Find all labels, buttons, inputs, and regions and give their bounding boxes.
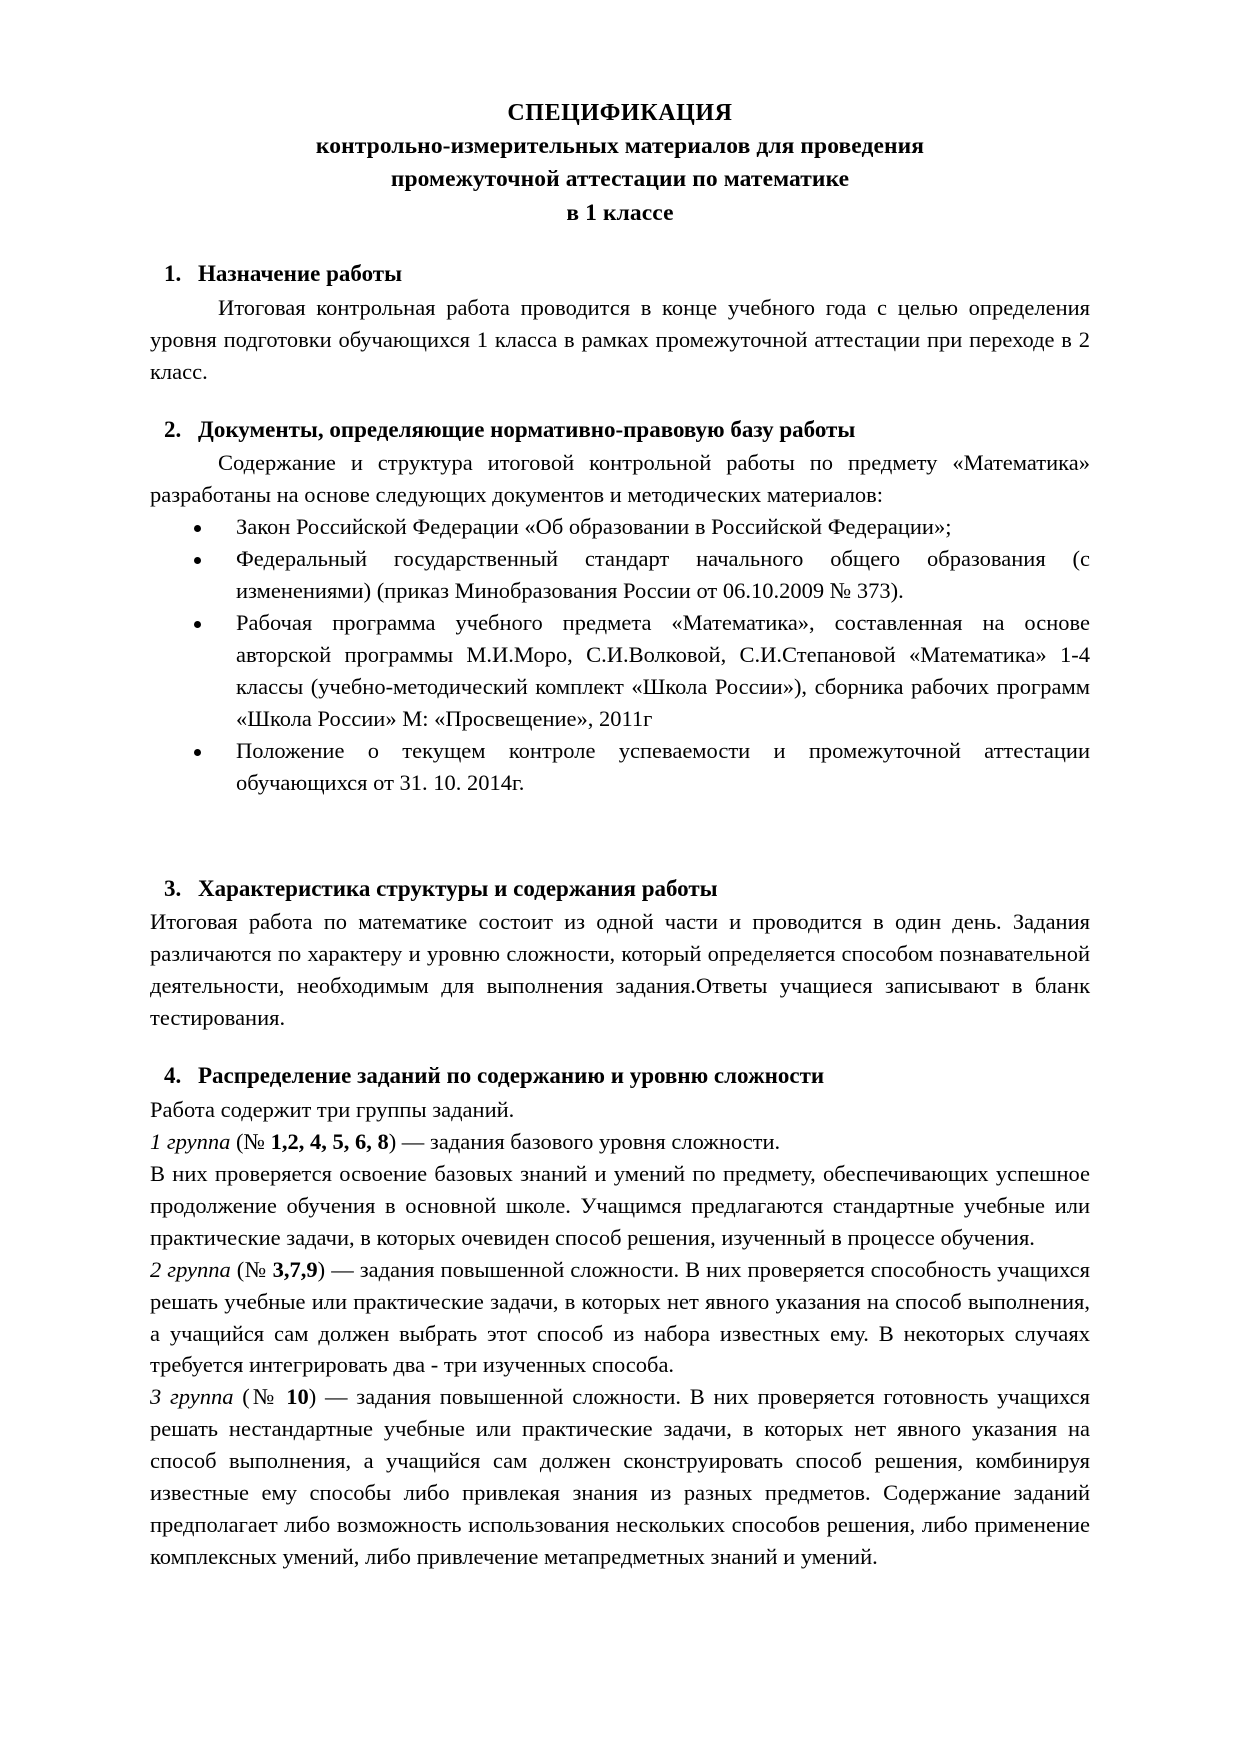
section-heading-1 — [150, 258, 1090, 290]
bullet-dot-icon — [194, 749, 201, 756]
section-title-3: Характеристика структуры и содержания работы — [198, 875, 718, 901]
title-line-1: СПЕЦИФИКАЦИЯ — [507, 100, 733, 126]
section-heading-4 — [150, 1060, 1090, 1092]
section-number-4: 4. — [164, 1063, 182, 1089]
title-line-2: контрольно-измерительных материалов для проведения — [315, 133, 925, 160]
group-1-close: ) — задания базового уровня сложности. — [388, 1128, 781, 1154]
section-title-1: Назначение работы — [198, 261, 403, 287]
group-3-open: (№ — [233, 1384, 287, 1410]
group-3-line — [150, 1381, 1090, 1573]
section-1-paragraph: Итоговая контрольная работа проводится в конце учебного года с целью определения уровня подготовки обучающихся 1 класса в рамках промежуточной аттестации при переходе в 2 класс. — [150, 294, 1090, 384]
group-2-line — [150, 1254, 1090, 1382]
title-line-3: промежуточной аттестации по математике — [390, 166, 850, 193]
group-3-label: 3 группа — [150, 1384, 234, 1410]
document-body — [150, 96, 1090, 1573]
list-item — [170, 735, 1090, 799]
list-item — [170, 511, 1090, 543]
group-2-label: 2 группа — [150, 1256, 231, 1282]
list-item-text: Положение о текущем контроле успеваемости и промежуточной аттестации обучающихся от 31. 10. 2014г. — [236, 737, 1090, 795]
bullet-dot-icon — [194, 525, 201, 532]
group-1-numbers: 1,2, 4, 5, 6, 8 — [270, 1128, 389, 1154]
title-line-4: в 1 классе — [566, 199, 674, 226]
documents-bullet-list — [150, 511, 1090, 798]
group-2-numbers: 3,7,9 — [272, 1256, 318, 1282]
section-number-1: 1. — [164, 261, 182, 287]
document-title-block — [150, 96, 1090, 230]
list-item-text: Рабочая программа учебного предмета «Математика», составленная на основе авторской программы М.И.Моро, С.И.Волковой, С.И.Степановой «Математика» 1-4 классы (учебно-методический комплект «Школа России»), сборника рабочих программ «Школа России» М: «Просвещение», 2011г — [236, 610, 1090, 731]
group-1-body: В них проверяется освоение базовых знаний и умений по предмету, обеспечивающих успешное продолжение обучения в основной школе. Учащимся предлагаются стандартные учебные или практические задачи, в которых очевиден способ решения, изученный в процессе обучения. — [150, 1160, 1090, 1250]
group-1-label: 1 группа — [150, 1128, 231, 1154]
section-title-2: Документы, определяющие нормативно-правовую базу работы — [198, 416, 856, 442]
list-item — [170, 543, 1090, 607]
list-item — [170, 607, 1090, 735]
group-2-close: ) — задания повышенной сложности. В них проверяется способность учащихся решать учебные или практические задачи, в которых нет явного указания на способ выполнения, а учащийся сам должен выбрать этот способ из набора известных ему. В некоторых случаях требуется интегрировать два - три изученных способа. — [150, 1256, 1090, 1378]
group-3-close: ) — задания повышенной сложности. В них проверяется готовность учащихся решать нестандартные учебные или практические задачи, в которых нет явного указания на способ выполнения, а учащийся сам должен сконструировать способ решения, комбинируя известные ему способы либо привлекая знания из разных предметов. Содержание заданий предполагает либо возможность использования нескольких способов решения, либо применение комплексных умений, либо привлечение метапредметных знаний и умений. — [150, 1384, 1090, 1570]
section-heading-2 — [150, 414, 1090, 446]
section-4-lead: Работа содержит три группы заданий. — [150, 1096, 515, 1122]
group-1-line — [150, 1126, 1090, 1158]
list-item-text: Федеральный государственный стандарт начального общего образования (с изменениями) (приказ Минобразования России от 06.10.2009 № 373). — [236, 546, 1090, 604]
bullet-dot-icon — [194, 557, 201, 564]
section-number-2: 2. — [164, 416, 182, 442]
section-title-4: Распределение заданий по содержанию и уровню сложности — [198, 1063, 825, 1089]
group-3-numbers: 10 — [286, 1384, 309, 1410]
group-1-open: (№ — [230, 1128, 271, 1154]
section-number-3: 3. — [164, 875, 182, 901]
section-3-paragraph: Итоговая работа по математике состоит из одной части и проводится в один день. Задания различаются по характеру и уровню сложности, который определяется способом познавательной деятельности, необходимым для выполнения задания.Ответы учащиеся записывают в бланк тестирования. — [150, 909, 1090, 1031]
section-2-intro: Содержание и структура итоговой контрольной работы по предмету «Математика» разработаны на основе следующих документов и методических материалов: — [150, 450, 1090, 508]
bullet-dot-icon — [194, 621, 201, 628]
list-item-text: Закон Российской Федерации «Об образовании в Российской Федерации»; — [236, 514, 952, 540]
group-2-open: (№ — [230, 1256, 273, 1282]
section-heading-3 — [150, 873, 1090, 905]
